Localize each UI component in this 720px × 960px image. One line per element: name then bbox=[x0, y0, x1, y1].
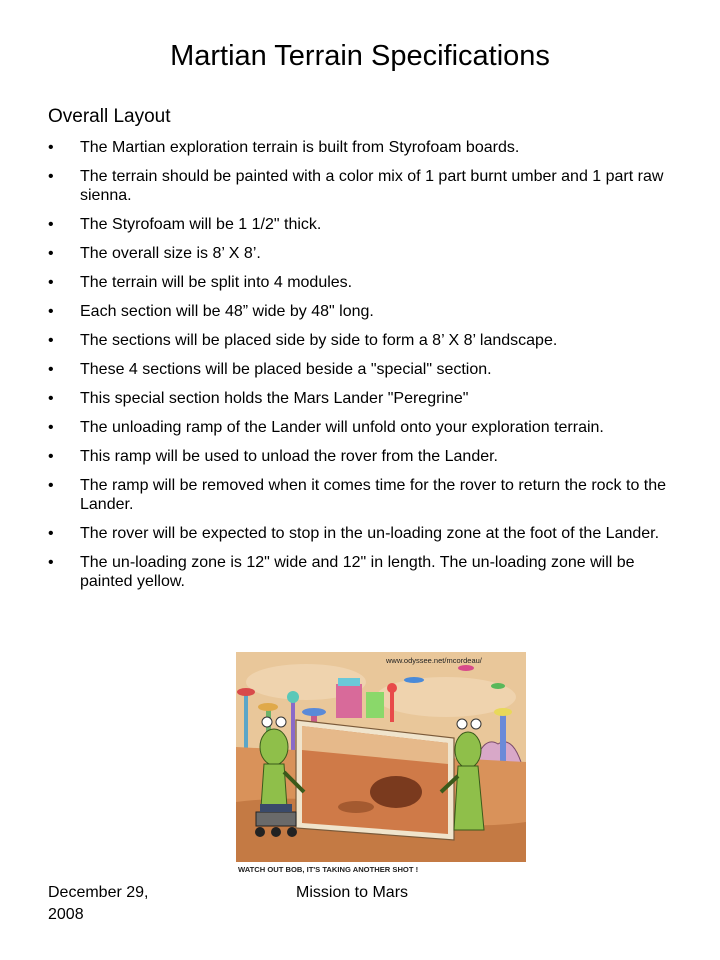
list-item: • The overall size is 8’ X 8’. bbox=[48, 244, 678, 263]
ufo-icon bbox=[404, 677, 424, 683]
list-item: • The ramp will be removed when it comes time for the rover to return the rock to the Lander. bbox=[48, 476, 678, 514]
list-item: • The Styrofoam will be 1 1/2" thick. bbox=[48, 215, 678, 234]
list-item: • The unloading ramp of the Lander will unfold onto your exploration terrain. bbox=[48, 418, 678, 437]
cartoon-url-text: www.odyssee.net/mcordeau/ bbox=[386, 656, 482, 665]
list-item: • The terrain should be painted with a color mix of 1 part burnt umber and 1 part raw sienna. bbox=[48, 167, 678, 205]
list-item: • Each section will be 48” wide by 48" long. bbox=[48, 302, 678, 321]
list-item: • The terrain will be split into 4 modules. bbox=[48, 273, 678, 292]
footer-date: December 29, 2008 bbox=[48, 884, 149, 923]
ufo-icon bbox=[491, 683, 505, 689]
list-item: • The Martian exploration terrain is built from Styrofoam boards. bbox=[48, 138, 678, 157]
list-item: • These 4 sections will be placed beside a "special" section. bbox=[48, 360, 678, 379]
list-item: • The rover will be expected to stop in the un-loading zone at the foot of the Lander. bbox=[48, 524, 678, 543]
rover-icon bbox=[255, 804, 297, 837]
footer-title: Mission to Mars bbox=[296, 884, 409, 901]
list-item: • The un-loading zone is 12" wide and 12" in length. The un-loading zone will be painted yellow. bbox=[48, 553, 678, 591]
ufo-icon bbox=[458, 665, 474, 671]
list-item: • This ramp will be used to unload the rover from the Lander. bbox=[48, 447, 678, 466]
list-item: • The sections will be placed side by side to form a 8’ X 8’ landscape. bbox=[48, 331, 678, 350]
painting-canvas bbox=[296, 720, 454, 840]
mars-cartoon-illustration bbox=[236, 652, 526, 876]
list-item: • This special section holds the Mars Lander "Peregrine" bbox=[48, 389, 678, 408]
page-title: Martian Terrain Specifications bbox=[170, 40, 550, 72]
section-heading: Overall Layout bbox=[48, 106, 171, 127]
cartoon-caption: WATCH OUT BOB, IT'S TAKING ANOTHER SHOT ! bbox=[238, 865, 419, 874]
specification-list bbox=[48, 138, 678, 601]
